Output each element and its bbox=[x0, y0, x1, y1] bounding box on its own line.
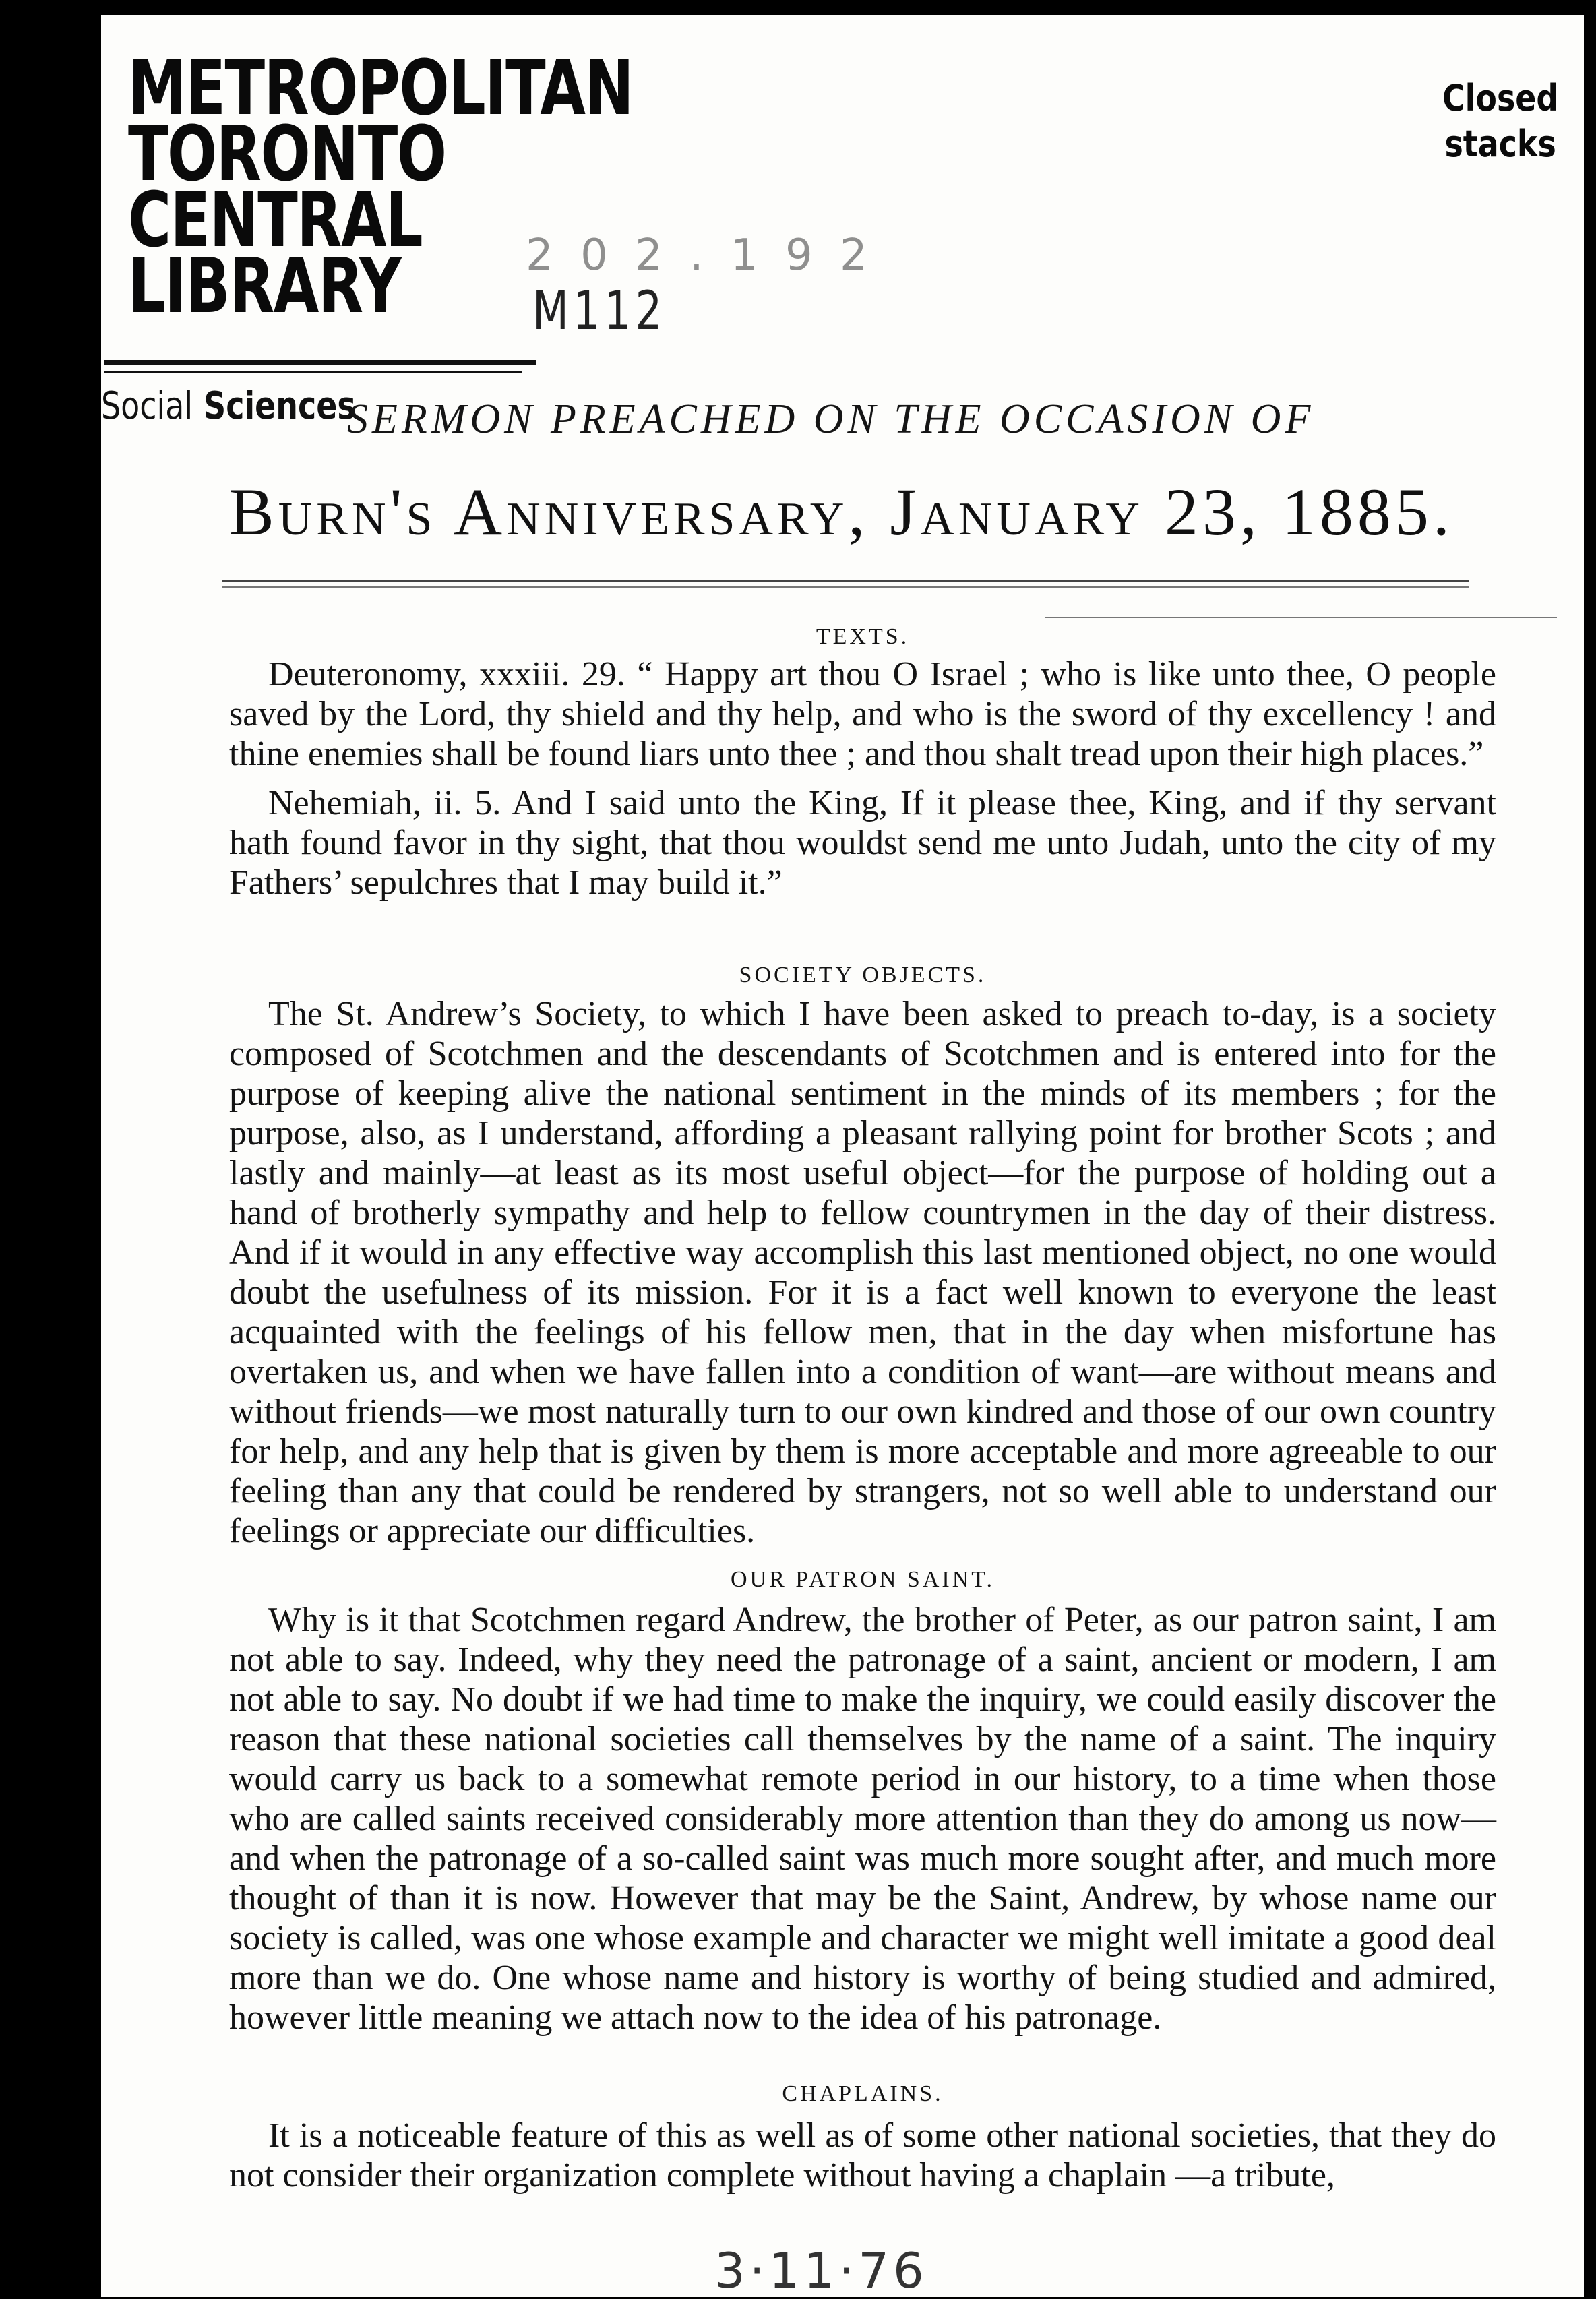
paragraph: Deuteronomy, xxxiii. 29. “ Happy art thou O Israel ; who is like unto thee, O people saved by the Lord, thy shield and thy help, and who is the sword of thy excellency ! and thine enemies shall be found liars unto thee ; and thou shalt tread upon their high places.” bbox=[229, 655, 1496, 773]
section-society-objects bbox=[229, 962, 1496, 1551]
paragraph: Nehemiah, ii. 5. And I said unto the King, If it please thee, King, and if thy servant hath found favor in thy sight, that thou wouldst send me unto Judah, unto the city of my Fathers’ sepulchres that I may build it.” bbox=[229, 784, 1496, 902]
divider-right bbox=[1045, 617, 1557, 618]
section-texts bbox=[229, 623, 1496, 902]
department-prefix: Social bbox=[101, 384, 193, 428]
stamp-line-3: CENTRAL bbox=[128, 177, 423, 264]
call-number: M112 bbox=[532, 281, 667, 342]
section-heading: SOCIETY OBJECTS. bbox=[739, 962, 987, 987]
section-patron-saint bbox=[229, 1566, 1496, 2037]
department-suffix: Sciences bbox=[204, 384, 356, 428]
section-heading: TEXTS. bbox=[816, 624, 910, 649]
stamp-rule-thin bbox=[104, 371, 522, 373]
sermon-headline: SERMON PREACHED ON THE OCCASION OF bbox=[347, 396, 1315, 442]
department-label bbox=[101, 384, 356, 428]
stamp-line-2: TORONTO bbox=[128, 111, 446, 198]
closed-stacks-line-2: stacks bbox=[1444, 123, 1556, 165]
section-heading: CHAPLAINS. bbox=[782, 2081, 944, 2106]
stamp-rule-thick bbox=[104, 360, 536, 365]
divider-top bbox=[222, 580, 1469, 582]
closed-stacks-line-1: Closed bbox=[1442, 77, 1559, 119]
stamp-line-1: METROPOLITAN bbox=[128, 44, 634, 132]
section-chaplains bbox=[229, 2081, 1496, 2195]
page-title: Burn's Anniversary, January 23, 1885. bbox=[229, 474, 1454, 549]
document-page bbox=[101, 15, 1584, 2297]
closed-stacks-stamp bbox=[1442, 75, 1558, 167]
stamp-line-4: LIBRARY bbox=[128, 243, 401, 330]
paragraph: The St. Andrew’s Society, to which I have been asked to preach to-day, is a society composed of Scotchmen and the descendants of Scotchmen and is entered into for the purpose of keeping alive the national sentiment in the minds of its members ; for the purpose, also, as I understand, affording a pleasant rallying point for brother Scots ; and lastly and mainly—at least as its most useful object—for the purpose of holding out a hand of brotherly sympathy and help to fellow countrymen in the day of their distress. And if it would in any effective way accomplish this last mentioned object, no one would doubt the usefulness of its mission. For it is a fact well known to everyone the least acquainted with the feelings of his fellow men, that in the day when misfortune has overtaken us, and when we have fallen into a condition of want—are without means and without friends—we most naturally turn to our own kindred and those of our own country for help, and any help that is given by them is more acceptable and more agreeable to our feeling than any that could be rendered by strangers, not so well able to understand our feelings or appreciate our difficulties. bbox=[229, 995, 1496, 1550]
handwritten-date-note: 3·11·76 bbox=[714, 2242, 928, 2299]
paragraph: It is a noticeable feature of this as well as of some other national societies, that they do not consider their organization complete without having a chaplain —a tribute, bbox=[229, 2116, 1496, 2195]
call-number-faint: 2 0 2 . 1 9 2 bbox=[526, 231, 874, 280]
divider-top-thin bbox=[222, 586, 1469, 588]
section-heading: OUR PATRON SAINT. bbox=[731, 1567, 995, 1592]
paragraph: Why is it that Scotchmen regard Andrew, the brother of Peter, as our patron saint, I am not able to say. Indeed, why they need the patronage of a saint, ancient or modern, I am not able to say. No doubt if we had time to make the inquiry, we could easily discover the reason that these national societies call themselves by the name of a saint. The inquiry would carry us back to a somewhat remote period in our history, to a time when those who are called saints received considerably more attention than they do among us now—and when the patronage of a so-called saint was much more sought after, and much more thought of than it is now. However that may be the Saint, Andrew, by whose name our society is called, was one whose example and character we might well imitate a good deal more than we do. One whose name and history is worthy of being studied and admired, however little meaning we attach now to the idea of his patronage. bbox=[229, 1601, 1496, 2037]
